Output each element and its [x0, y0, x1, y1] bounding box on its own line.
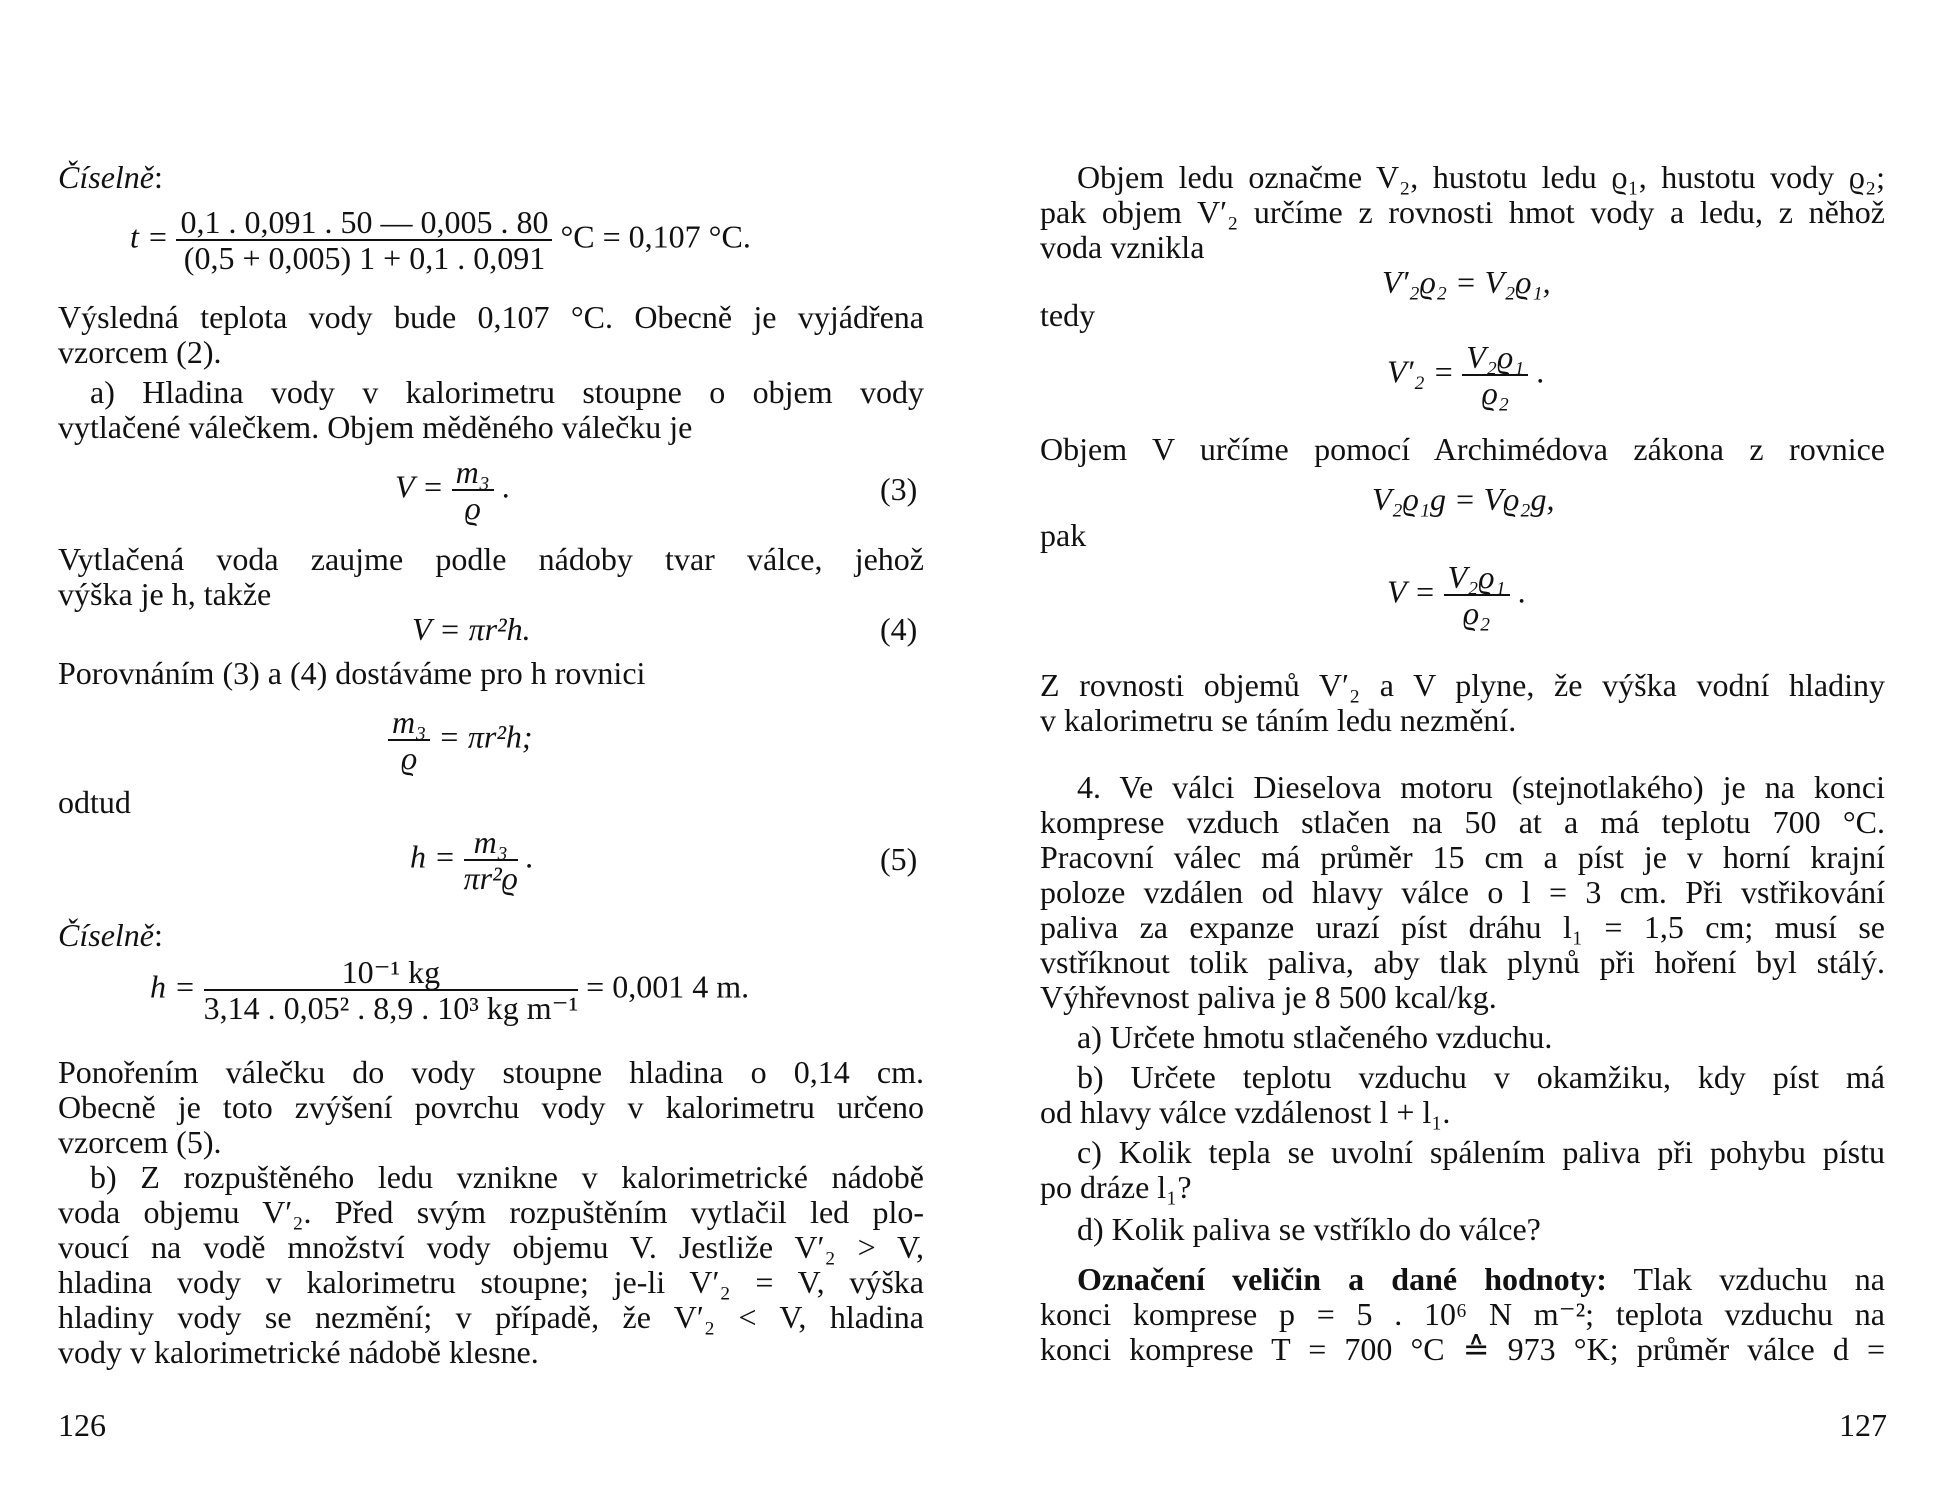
equation-v2-prime: [1387, 340, 1544, 410]
paragraph-line: Objem V určíme pomocí Archimédova zákona z rovnice: [1040, 431, 1885, 467]
eq-fraction: [176, 205, 552, 275]
paragraph-line: vzorcem (5).: [58, 1124, 222, 1160]
heading-colon: :: [153, 159, 163, 195]
paragraph-line: Výsledná teplota vody bude 0,107 °C. Obecně je vyjádřena: [58, 299, 924, 335]
eq-fraction: [1462, 340, 1528, 410]
paragraph-line: odtud: [58, 784, 131, 820]
eq-numerator: m₃: [464, 825, 518, 861]
eq-denominator: ϱ₂: [1462, 595, 1491, 631]
given-values-line: [1077, 1262, 1885, 1297]
eq-denominator: ϱ₂: [1481, 375, 1509, 411]
paragraph-line: Porovnáním (3) a (4) dostáváme pro h rovnici: [58, 655, 646, 691]
eq-numerator: V₂ϱ₁: [1444, 560, 1510, 596]
page-number: 126: [58, 1407, 106, 1443]
eq-lhs: V =: [1387, 573, 1436, 610]
eq-lhs: h =: [150, 968, 196, 1005]
paragraph-line: Z rovnosti objemů V′₂ a V plyne, že výška vodní hladiny: [1040, 667, 1885, 703]
question-c: po dráze l₁?: [1040, 1169, 1192, 1205]
given-values-line: konci komprese T = 700 °C ≙ 973 °K; průměr válce d =: [1040, 1331, 1885, 1367]
heading-colon: :: [153, 917, 163, 953]
eq-numerator: 0,1 . 0,091 . 50 — 0,005 . 80: [176, 205, 552, 241]
paragraph-line: voucí na vodě množství vody objemu V. Jestliže V′₂ > V,: [58, 1229, 924, 1265]
problem-line: paliva za expanze urazí píst dráhu l₁ = 1,5 cm; musí se: [1040, 909, 1885, 945]
question-b: b) Určete teplotu vzduchu v okamžiku, kdy píst má: [1077, 1059, 1885, 1095]
paragraph-line: Ponořením válečku do vody stoupne hladina o 0,14 cm.: [58, 1054, 924, 1090]
paragraph-line: vody v kalorimetrické nádobě klesne.: [58, 1334, 539, 1370]
paragraph-line: vytlačené válečkem. Objem měděného válečku je: [58, 409, 693, 445]
eq-fraction: [388, 705, 430, 775]
equation-archimedes: V₂ϱ₁g = Vϱ₂g,: [1372, 481, 1555, 517]
eq-fraction: [464, 825, 518, 895]
equation-number: (4): [880, 611, 918, 647]
eq-denominator: ϱ: [401, 740, 418, 776]
equation-v: [1387, 560, 1526, 630]
paragraph-line: voda vznikla: [1040, 229, 1205, 265]
problem-line: komprese vzduch stlačen na 50 at a má teplotu 700 °C.: [1040, 804, 1885, 840]
eq-numerator: V₂ϱ₁: [1462, 340, 1528, 376]
heading-text: Číselně: [58, 917, 154, 953]
problem-line: 4. Ve válci Dieselova motoru (stejnotlakého) je na konci: [1077, 769, 1885, 805]
equation-5: [410, 825, 534, 895]
given-values-heading: Označení veličin a dané hodnoty:: [1077, 1261, 1607, 1297]
equation-number: (3): [880, 471, 918, 507]
eq-end: .: [501, 468, 510, 505]
eq-denominator: (0,5 + 0,005) 1 + 0,1 . 0,091: [183, 240, 546, 276]
heading-text: Číselně: [58, 159, 154, 195]
eq-fraction: [452, 455, 494, 525]
eq-lhs: V =: [395, 468, 444, 505]
problem-line: Výhřevnost paliva je 8 500 kcal/kg.: [1040, 979, 1497, 1015]
paragraph-line: Vytlačená voda zaujme podle nádoby tvar válce, jehož: [58, 541, 924, 577]
eq-rhs: = 0,001 4 m.: [586, 968, 750, 1005]
problem-line: poloze vzdálen od hlavy válce o l = 3 cm. Při vstřikování: [1040, 874, 1885, 910]
eq-numerator: 10⁻¹ kg: [204, 955, 579, 991]
equation-4: V = πr²h.: [412, 611, 531, 647]
eq-rhs: °C = 0,107 °C.: [560, 218, 751, 255]
given-values-text: Tlak vzduchu na: [1606, 1261, 1886, 1297]
eq-denominator: πr²ϱ: [463, 860, 518, 896]
eq-end: .: [525, 838, 534, 875]
eq-fraction: [1444, 560, 1510, 630]
equation-3: [395, 455, 510, 525]
paragraph-line: hladina vody v kalorimetru stoupne; je-li V′₂ = V, výška: [58, 1264, 924, 1300]
numeric-heading: [58, 918, 163, 953]
eq-fraction: [204, 955, 579, 1025]
eq-lhs: t =: [130, 218, 169, 255]
paragraph-line: hladiny vody se nezmění; v případě, že V′₂ < V, hladina: [58, 1299, 924, 1335]
question-c: c) Kolik tepla se uvolní spálením paliva při pohybu pístu: [1077, 1134, 1885, 1170]
eq-numerator: m₃: [388, 705, 430, 741]
given-values-line: konci komprese p = 5 . 10⁶ N m⁻²; teplota vzduchu na: [1040, 1296, 1885, 1332]
equation-mass-balance: V′₂ϱ₂ = V₂ϱ₁,: [1382, 264, 1551, 300]
page-number: 127: [1839, 1407, 1887, 1443]
right-page: [977, 0, 1954, 1501]
paragraph-line: pak: [1040, 517, 1087, 553]
question-d: d) Kolik paliva se vstříklo do válce?: [1077, 1211, 1541, 1247]
question-b: od hlavy válce vzdálenost l + l₁.: [1040, 1094, 1451, 1130]
eq-denominator: 3,14 . 0,05² . 8,9 . 10³ kg m⁻¹: [203, 990, 579, 1026]
equation-h: [388, 705, 533, 775]
numeric-heading: [58, 160, 163, 195]
problem-line: Pracovní válec má průměr 15 cm a píst je v horní krajní: [1040, 839, 1885, 875]
eq-end: .: [1517, 573, 1526, 610]
eq-numerator: m₃: [452, 455, 494, 491]
paragraph-line: voda objemu V′₂. Před svým rozpuštěním vytlačil led plo-: [58, 1194, 924, 1230]
paragraph-line: vzorcem (2).: [58, 334, 222, 370]
paragraph-line: v kalorimetru se táním ledu nezmění.: [1040, 702, 1517, 738]
eq-rhs: = πr²h;: [438, 718, 533, 755]
paragraph-line: Objem ledu označme V₂, hustotu ledu ϱ₁, hustotu vody ϱ₂;: [1077, 159, 1885, 195]
eq-lhs: h =: [410, 838, 456, 875]
equation-t: [130, 205, 751, 275]
eq-lhs: V′₂ =: [1387, 353, 1455, 390]
paragraph-line: Obecně je toto zvýšení povrchu vody v kalorimetru určeno: [58, 1089, 924, 1125]
problem-line: vstříknout tolik paliva, aby tlak plynů při hoření byl stálý.: [1040, 944, 1885, 980]
paragraph-line: b) Z rozpuštěného ledu vznikne v kalorimetrické nádobě: [90, 1159, 924, 1195]
question-a: a) Určete hmotu stlačeného vzduchu.: [1077, 1019, 1553, 1055]
paragraph-line: a) Hladina vody v kalorimetru stoupne o objem vody: [90, 374, 924, 410]
equation-numeric-h: [150, 955, 749, 1025]
equation-number: (5): [880, 841, 918, 877]
paragraph-line: výška je h, takže: [58, 576, 272, 612]
paragraph-line: tedy: [1040, 297, 1096, 333]
eq-denominator: ϱ: [464, 490, 481, 526]
eq-end: .: [1536, 353, 1545, 390]
paragraph-line: pak objem V′₂ určíme z rovnosti hmot vody a ledu, z něhož: [1040, 194, 1885, 230]
